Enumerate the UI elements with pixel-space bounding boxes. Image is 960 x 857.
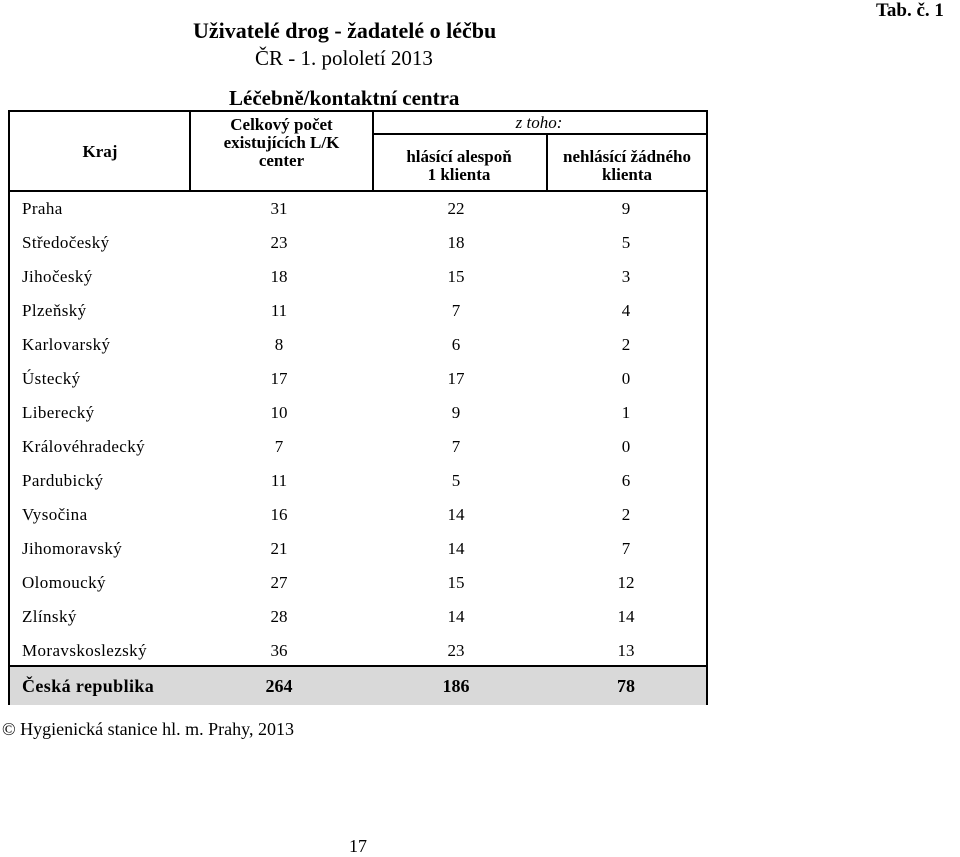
table-row (10, 396, 706, 430)
region-cell: Pardubický (22, 471, 104, 490)
region-cell: Vysočina (22, 505, 88, 524)
region-cell: Liberecký (22, 403, 95, 422)
reporting-cell: 7 (451, 301, 461, 320)
region-cell: Karlovarský (22, 335, 111, 354)
region-cell: Jihočeský (22, 267, 93, 286)
table-row (10, 430, 706, 464)
table-subtitle: Léčebně/kontaktní centra (229, 86, 460, 110)
not-reporting-cell: 6 (621, 471, 631, 490)
total-cell: 11 (270, 471, 288, 490)
region-cell: Zlínský (22, 607, 77, 626)
not-reporting-cell: 5 (621, 233, 631, 252)
reporting-cell: 14 (447, 505, 465, 524)
document-title: Uživatelé drog - žadatelé o léčbu (193, 18, 497, 43)
column-header-of-which: z toho: (515, 113, 563, 132)
total-total: 264 (265, 676, 293, 696)
region-cell: Středočeský (22, 233, 110, 252)
reporting-cell: 23 (447, 641, 465, 660)
subheader-rule (372, 133, 706, 135)
region-cell: Ústecký (22, 369, 81, 388)
reporting-cell: 6 (451, 335, 461, 354)
not-reporting-cell: 9 (621, 199, 631, 218)
total-cell: 7 (274, 437, 284, 456)
table-row (10, 226, 706, 260)
region-cell: Praha (22, 199, 63, 218)
column-header-not-reporting: nehlásící žádného klienta (563, 147, 691, 184)
total-cell: 36 (270, 641, 288, 660)
reporting-cell: 14 (447, 607, 465, 626)
not-reporting-cell: 13 (617, 641, 635, 660)
total-cell: 16 (270, 505, 288, 524)
region-cell: Moravskoslezský (22, 641, 147, 660)
reporting-cell: 17 (447, 369, 465, 388)
region-cell: Olomoucký (22, 573, 106, 592)
table-row (10, 328, 706, 362)
total-not-reporting: 78 (617, 676, 635, 696)
not-reporting-cell: 3 (621, 267, 631, 286)
table-row (10, 600, 706, 634)
not-reporting-cell: 0 (621, 437, 631, 456)
total-cell: 17 (270, 369, 288, 388)
table-row (10, 498, 706, 532)
column-header-reporting: hlásící alespoň 1 klienta (406, 147, 512, 184)
total-reporting: 186 (442, 676, 470, 696)
table-number: Tab. č. 1 (876, 0, 944, 21)
region-cell: Jihomoravský (22, 539, 123, 558)
total-cell: 11 (270, 301, 288, 320)
table-row (10, 362, 706, 396)
not-reporting-cell: 1 (621, 403, 631, 422)
total-region: Česká republika (22, 676, 155, 696)
document-period: ČR - 1. pololetí 2013 (255, 46, 433, 70)
copyright-note: © Hygienická stanice hl. m. Prahy, 2013 (2, 719, 294, 739)
page-number: 17 (349, 836, 367, 856)
not-reporting-cell: 2 (621, 335, 631, 354)
reporting-cell: 7 (451, 437, 461, 456)
region-cell: Plzeňský (22, 301, 87, 320)
total-cell: 8 (274, 335, 284, 354)
reporting-cell: 22 (447, 199, 465, 218)
total-cell: 31 (270, 199, 288, 218)
total-row (10, 667, 706, 705)
total-cell: 23 (270, 233, 288, 252)
table-row (10, 260, 706, 294)
data-table (8, 110, 708, 705)
reporting-cell: 18 (447, 233, 465, 252)
not-reporting-cell: 7 (621, 539, 631, 558)
total-cell: 28 (270, 607, 288, 626)
column-header-total: Celkový počet existujících L/K center (223, 115, 340, 170)
region-cell: Královéhradecký (22, 437, 146, 456)
reporting-cell: 15 (447, 573, 465, 592)
reporting-cell: 5 (451, 471, 461, 490)
table-row (10, 566, 706, 600)
table-row (10, 192, 706, 226)
total-cell: 27 (270, 573, 288, 592)
column-header-region: Kraj (82, 142, 118, 161)
table-row (10, 532, 706, 566)
not-reporting-cell: 0 (621, 369, 631, 388)
total-cell: 18 (270, 267, 288, 286)
table-row (10, 464, 706, 498)
total-cell: 21 (270, 539, 288, 558)
not-reporting-cell: 12 (617, 573, 635, 592)
reporting-cell: 15 (447, 267, 465, 286)
not-reporting-cell: 4 (621, 301, 631, 320)
reporting-cell: 14 (447, 539, 465, 558)
table-row (10, 294, 706, 328)
table-row (10, 634, 706, 668)
not-reporting-cell: 2 (621, 505, 631, 524)
not-reporting-cell: 14 (617, 607, 635, 626)
total-cell: 10 (270, 403, 288, 422)
reporting-cell: 9 (451, 403, 461, 422)
